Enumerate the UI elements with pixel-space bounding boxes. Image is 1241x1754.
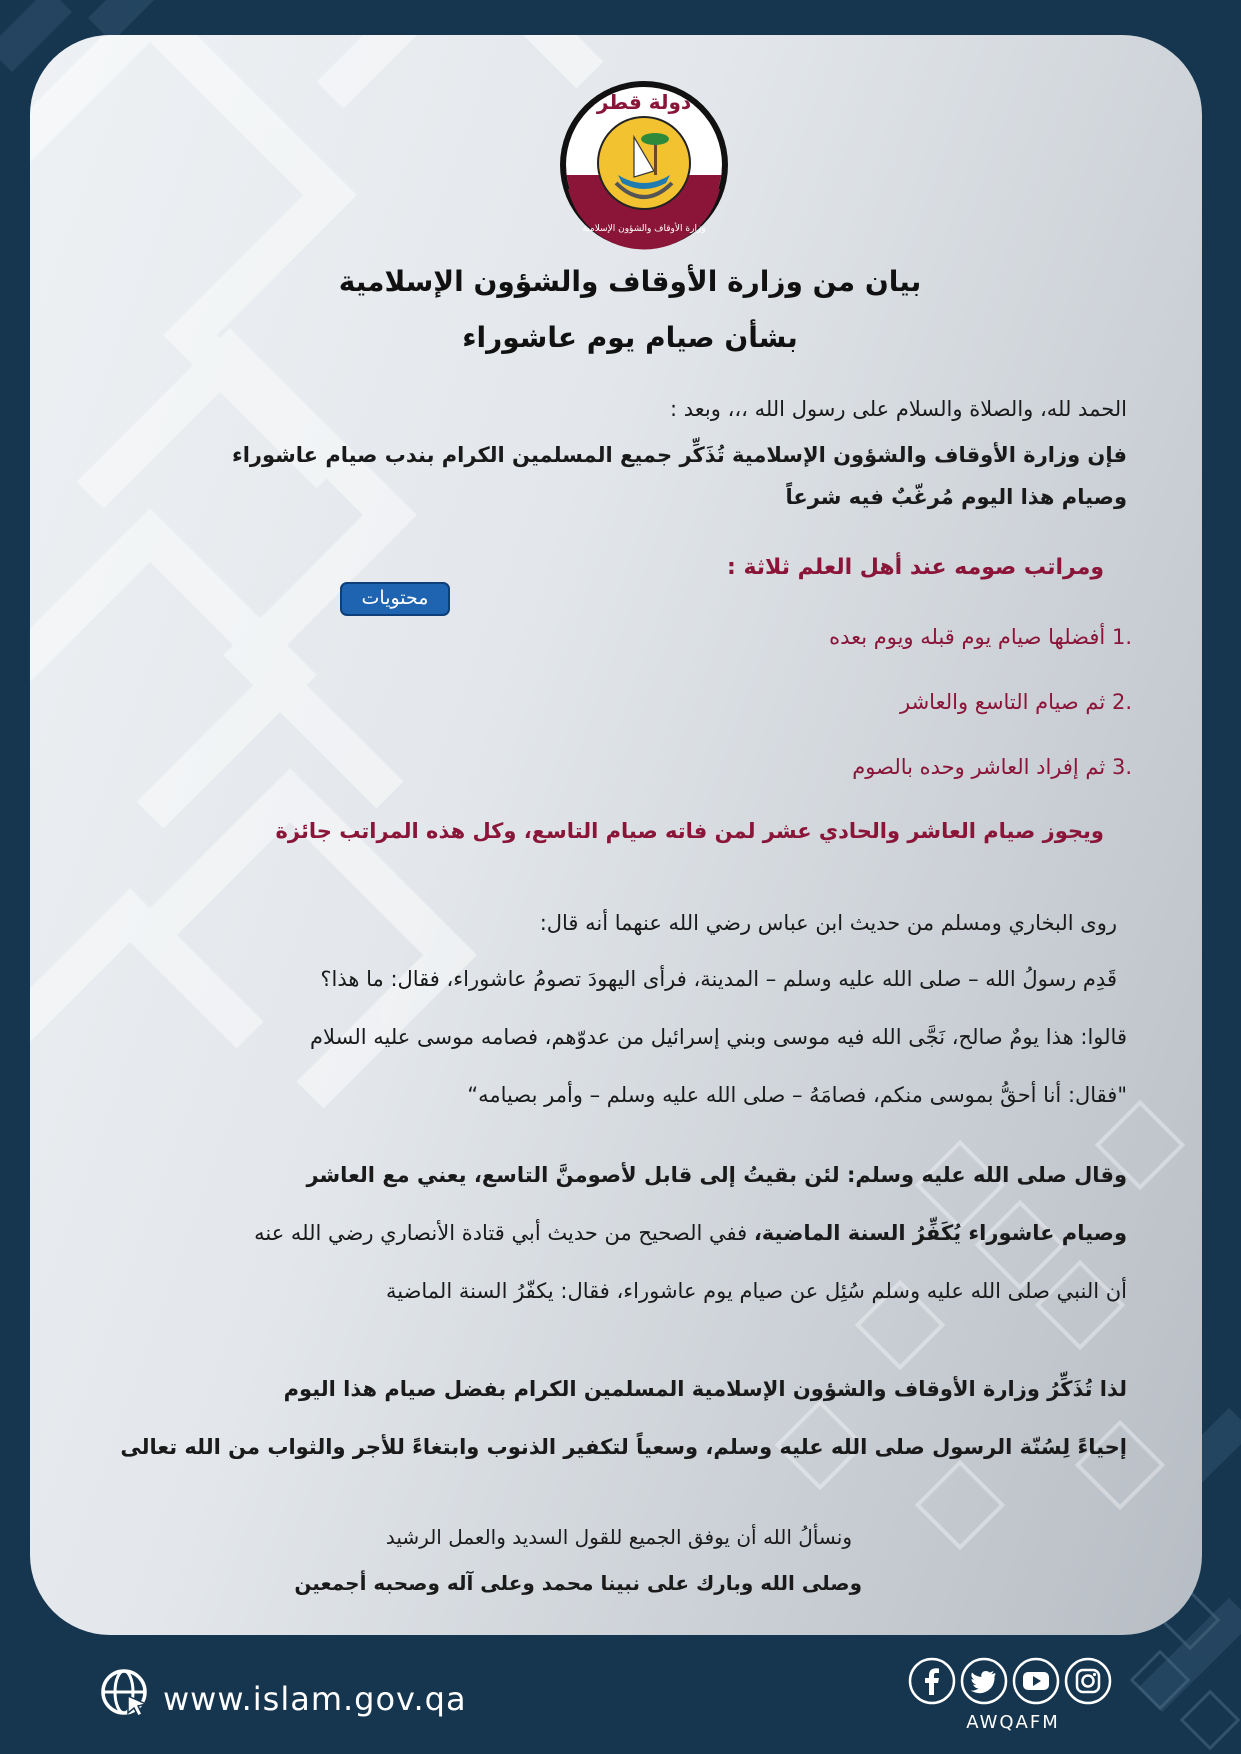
rank-item-number: .2 bbox=[1111, 690, 1132, 714]
qatar-awqaf-emblem bbox=[558, 79, 730, 251]
closing-line-2: إحياءً لِسُنّة الرسول صلى الله عليه وسلم، وسعياً لتكفير الذنوب وابتغاءً للأجر والثواب من الله تعالى bbox=[120, 1435, 1127, 1459]
hadith-line-7: أن النبي صلى الله عليه وسلم سُئِل عن صيام يوم عاشوراء، فقال: يكفّرُ السنة الماضية bbox=[385, 1279, 1127, 1303]
rank-item-3 bbox=[852, 755, 1132, 779]
instagram-icon[interactable] bbox=[1064, 1657, 1112, 1705]
social-handle: AWQAFM bbox=[966, 1712, 1060, 1733]
twitter-icon[interactable] bbox=[960, 1657, 1008, 1705]
intro-greeting: الحمد لله، والصلاة والسلام على رسول الله ،،، وبعد : bbox=[670, 397, 1127, 421]
rank-item-1 bbox=[829, 625, 1132, 649]
website-url[interactable]: www.islam.gov.qa bbox=[163, 1680, 467, 1718]
closing-line-3: ونسألُ الله أن يوفق الجميع للقول السديد والعمل الرشيد bbox=[385, 1525, 852, 1549]
rank-item-number: .1 bbox=[1111, 625, 1132, 649]
title-line-2: بشأن صيام يوم عاشوراء bbox=[462, 321, 798, 354]
rank-item-text: ثم صيام التاسع والعاشر bbox=[900, 690, 1106, 714]
ranks-heading: ومراتب صومه عند أهل العلم ثلاثة : bbox=[726, 555, 1104, 580]
intro-line-2: وصيام هذا اليوم مُرغّبٌ فيه شرعاً bbox=[785, 485, 1127, 509]
hadith-line-2: قَدِم رسولُ الله – صلى الله عليه وسلم – المدينة، فرأى اليهودَ تصومُ عاشوراء، فقال: ما هذا؟ bbox=[320, 967, 1117, 991]
rank-item-2 bbox=[900, 690, 1132, 714]
hadith-line-6 bbox=[254, 1221, 1127, 1245]
emblem-text-bottom: وزارة الأوقاف والشؤون الإسلامية bbox=[582, 224, 706, 234]
title-line-1: بيان من وزارة الأوقاف والشؤون الإسلامية bbox=[338, 265, 922, 298]
emblem-text-top: دولة قطر bbox=[596, 90, 692, 114]
youtube-icon[interactable] bbox=[1012, 1657, 1060, 1705]
rank-item-text: ثم إفراد العاشر وحده بالصوم bbox=[852, 755, 1106, 779]
intro-line-1: فإن وزارة الأوقاف والشؤون الإسلامية تُذَكِّر جميع المسلمين الكرام بندب صيام عاشوراء bbox=[231, 443, 1127, 467]
statement-card bbox=[30, 35, 1202, 1635]
hadith-line-6-bold: وصيام عاشوراء يُكَفِّرُ السنة الماضية، bbox=[753, 1221, 1127, 1245]
contents-badge[interactable]: محتويات bbox=[340, 582, 450, 616]
hadith-line-3: قالوا: هذا يومٌ صالح، نَجَّى الله فيه موسى وبني إسرائيل من عدوّهم، فصامه موسى عليه السلام bbox=[310, 1025, 1127, 1049]
hadith-line-6-rest: ففي الصحيح من حديث أبي قتادة الأنصاري رضي الله عنه bbox=[254, 1221, 754, 1245]
hadith-line-5: وقال صلى الله عليه وسلم: لئن بقيتُ إلى قابل لأصومنَّ التاسع، يعني مع العاشر bbox=[306, 1163, 1127, 1187]
rank-item-text: أفضلها صيام يوم قبله ويوم بعده bbox=[829, 625, 1106, 649]
globe-cursor-icon bbox=[100, 1668, 150, 1718]
ranks-note: ويجوز صيام العاشر والحادي عشر لمن فاته صيام التاسع، وكل هذه المراتب جائزة bbox=[275, 819, 1104, 843]
closing-line-4: وصلى الله وبارك على نبينا محمد وعلى آله وصحبه أجمعين bbox=[294, 1571, 862, 1595]
rank-item-number: .3 bbox=[1111, 755, 1132, 779]
closing-line-1: لذا تُذَكِّرُ وزارة الأوقاف والشؤون الإسلامية المسلمين الكرام بفضل صيام هذا اليوم bbox=[283, 1377, 1127, 1401]
facebook-icon[interactable] bbox=[908, 1657, 956, 1705]
hadith-line-1: روى البخاري ومسلم من حديث ابن عباس رضي الله عنهما أنه قال: bbox=[539, 911, 1117, 935]
hadith-line-4: "فقال: أنا أحقُّ بموسى منكم، فصامَهُ – صلى الله عليه وسلم – وأمر بصيامه“ bbox=[467, 1083, 1127, 1107]
